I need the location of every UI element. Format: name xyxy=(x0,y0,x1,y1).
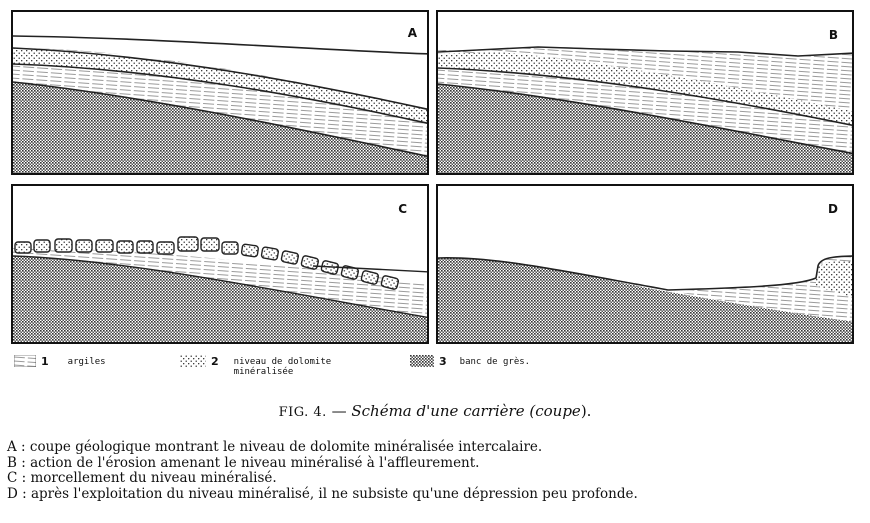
legend-text: banc de grès. xyxy=(459,357,531,367)
figure-number: FIG. 4. xyxy=(278,405,327,420)
legend-item-sandstone xyxy=(410,355,530,368)
note-key: A xyxy=(7,439,17,455)
legend-number: 1 xyxy=(41,355,49,368)
legend-number: 2 xyxy=(211,355,219,368)
caption-dash: — xyxy=(326,402,352,420)
note-key: B xyxy=(7,454,17,471)
note-a xyxy=(7,440,867,456)
note-sep: : xyxy=(16,454,31,471)
note-c xyxy=(7,471,867,487)
note-text: morcellement du niveau minéralisé. xyxy=(30,470,277,486)
legend-text: niveau de dolomite minéralisée xyxy=(233,357,332,377)
section-d-drawing xyxy=(438,186,854,344)
figure-caption xyxy=(0,402,870,420)
note-key: C xyxy=(7,470,18,486)
section-a-drawing xyxy=(13,12,429,175)
caption-paren-open: ( xyxy=(524,402,536,420)
figure-notes xyxy=(7,440,867,502)
legend-text: argiles xyxy=(67,357,106,367)
caption-paren-close: ). xyxy=(580,402,592,420)
crosshatch-pattern-swatch xyxy=(410,355,434,367)
panel-label-a: A xyxy=(407,26,417,40)
note-d xyxy=(7,487,867,503)
note-b xyxy=(7,456,867,472)
panel-label-b: B xyxy=(828,28,838,42)
note-text: après l'exploitation du niveau minéralisé, il ne subsiste qu'une dépression peu profonde. xyxy=(30,485,638,502)
section-panel-b xyxy=(436,10,854,175)
note-text: coupe géologique montrant le niveau de dolomite minéralisée intercalaire. xyxy=(29,439,543,455)
panel-label-d: D xyxy=(828,202,838,216)
clay-pattern-swatch xyxy=(14,355,36,367)
dots-pattern-swatch xyxy=(180,355,206,367)
figure-title: Schéma d'une carrière xyxy=(351,402,525,420)
legend-item-clay xyxy=(14,355,106,368)
legend-item-dolomite xyxy=(180,355,331,377)
legend xyxy=(14,355,614,395)
note-text: action de l'érosion amenant le niveau minéralisé à l'affleurement. xyxy=(30,454,480,471)
section-c-drawing xyxy=(13,186,429,344)
section-b-drawing xyxy=(438,12,854,175)
note-sep: : xyxy=(17,470,31,486)
section-panel-a xyxy=(11,10,429,175)
note-sep: : xyxy=(17,485,31,502)
section-panel-c xyxy=(11,184,429,344)
legend-number: 3 xyxy=(439,355,447,368)
note-key: D xyxy=(7,485,18,502)
panel-label-c: C xyxy=(398,202,407,216)
note-sep: : xyxy=(16,439,30,455)
section-panel-d xyxy=(436,184,854,344)
caption-paren-text: coupe xyxy=(535,402,581,420)
